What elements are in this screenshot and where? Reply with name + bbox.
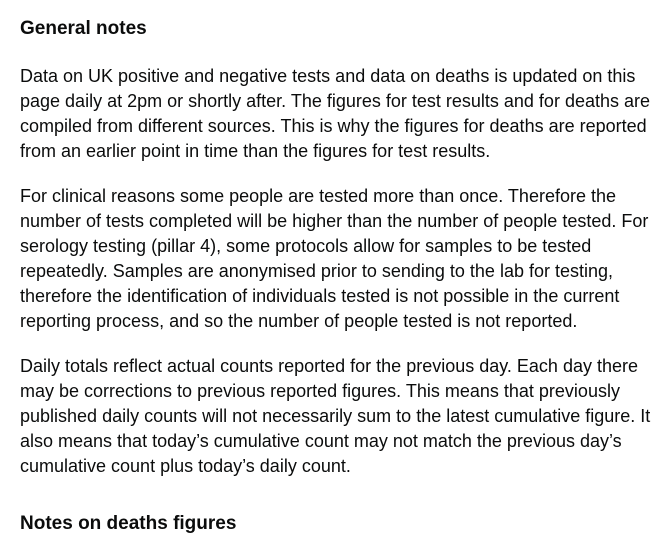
notes-paragraph-tests-and-deaths: Data on UK positive and negative tests and data on deaths is updated on this page daily at 2pm or shortly after. The figures for test results and for deaths are compiled from different sources. This is why the figures for deaths are reported from an earlier point in time than the figures for test results. [20,66,650,161]
notes-paragraph-daily-totals: Daily totals reflect actual counts reported for the previous day. Each day there may be corrections to previous reported figures. This means that previously published daily counts will not necessarily sum to the latest cumulative figure. It also means that today’s cumulative count may not match the previous day’s cumulative count plus today’s daily count. [20,356,651,476]
notes-paragraph-clinical-reasons: For clinical reasons some people are tested more than once. Therefore the number of tests completed will be higher than the number of people tested. For serology testing (pillar 4), some protocols allow for samples to be tested repeatedly. Samples are anonymised prior to sending to the lab for testing, therefore the identification of individuals tested is not possible in the current reporting process, and so the number of people tested is not reported. [20,186,649,331]
deaths-notes-heading: Notes on deaths figures [20,513,237,534]
general-notes-heading: General notes [20,18,147,39]
